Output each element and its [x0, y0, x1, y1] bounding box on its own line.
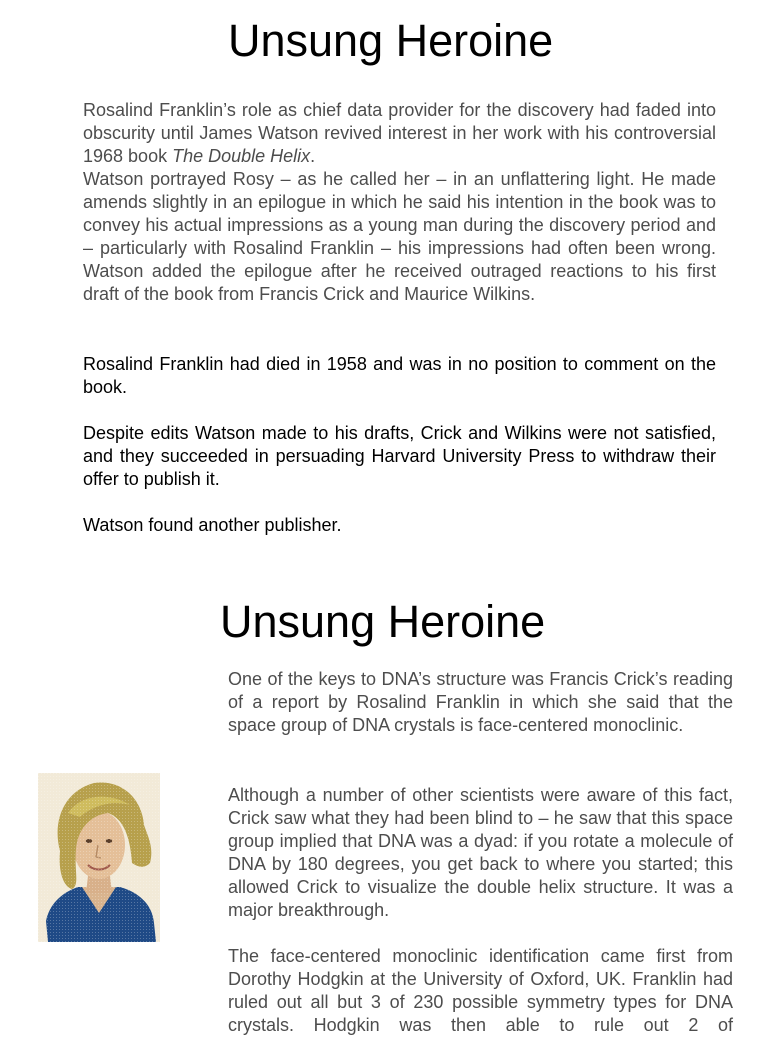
slide-2-paragraph-3: The face-centered monoclinic identification came first from Dorothy Hodgkin at the University of Oxford, UK. Franklin had ruled out all but 3 of 230 possible symmetry types for DNA crystals. Hodgkin was then able to rule out 2 of [228, 946, 733, 1035]
slide-1-title: Unsung Heroine [228, 15, 554, 66]
portrait-image [38, 773, 160, 942]
slide-2-paragraph-2: Although a number of other scientists were aware of this fact, Crick saw what they had been blind to – he saw that this space group implied that DNA was a dyad: if you rotate a molecule of DNA by 180 degrees, you get back to where you started; this allowed Crick to visualize the double helix structure. It was a major breakthrough. [228, 785, 733, 920]
portrait-illustration [38, 773, 160, 942]
slide-1-paragraph-3: Despite edits Watson made to his drafts, Crick and Wilkins were not satisfied, and they succeeded in persuading Harvard University Press to withdraw their offer to publish it. [83, 423, 716, 489]
slide-2-paragraph-1: One of the keys to DNA’s structure was Francis Crick’s reading of a report by Rosalind Franklin in which she said that the space group of DNA crystals is face-centered monoclinic. [228, 669, 733, 735]
paragraph-text: Watson portrayed Rosy – as he called her – in an unflattering light. He made amends slightly in an epilogue in which he said his intention in the book was to convey his actual impressions as a young man during the discovery period and – particularly with Rosalind Franklin – his impressions had often been wrong. Watson added the epilogue after he received outraged reactions to his first draft of the book from Francis Crick and Maurice Wilkins. [83, 169, 716, 304]
book-title: The Double Helix [172, 146, 311, 166]
slide-2-title: Unsung Heroine [220, 596, 546, 647]
slide-1-paragraph-1 [83, 99, 716, 306]
paragraph-text: . [310, 146, 316, 166]
paragraph-text: Rosalind Franklin’s role as chief data provider for the discovery had faded into obscurity until James Watson revived interest in her work with his controversial 1968 book [83, 100, 716, 166]
slide-1-paragraph-2: Rosalind Franklin had died in 1958 and was in no position to comment on the book. [83, 354, 716, 397]
slide-1-paragraph-4: Watson found another publisher. [83, 515, 342, 535]
